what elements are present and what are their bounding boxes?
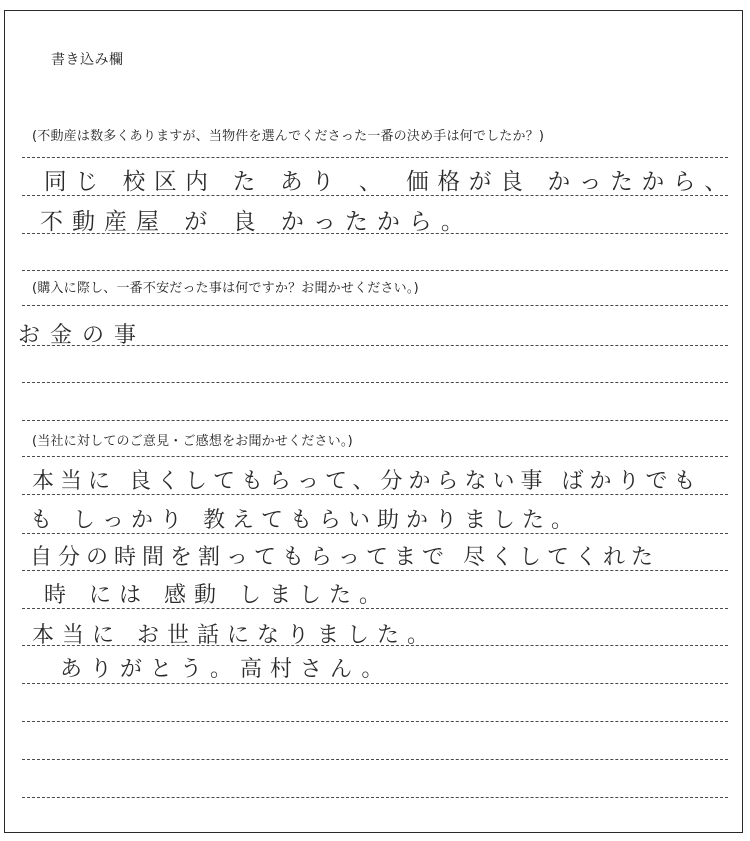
writing-line bbox=[22, 157, 728, 158]
writing-line bbox=[22, 797, 728, 798]
form-title: 書き込み欄 bbox=[51, 52, 124, 68]
answer-3-line-3: 自分の時間を割ってもらってまで 尽くしてくれた bbox=[30, 545, 659, 570]
writing-line bbox=[22, 645, 728, 646]
writing-line bbox=[22, 721, 728, 722]
writing-line bbox=[22, 270, 728, 271]
answer-1-line-1: 同じ 校区内 た あり 、 価格が良 かったから、 bbox=[44, 169, 736, 195]
answer-3-line-5: 本当に お世話になりました。 bbox=[32, 623, 437, 648]
answer-1-line-2: 不動産屋 が 良 かったから。 bbox=[40, 209, 473, 235]
answer-3-line-2: も しっかり 教えてもらい助かりました。 bbox=[30, 508, 580, 533]
writing-line bbox=[22, 195, 728, 196]
writing-line bbox=[22, 608, 728, 609]
question-1-prompt: (不動産は数多くありますが、当物件を選んでくださった一番の決め手は何でしたか？) bbox=[32, 129, 545, 144]
writing-line bbox=[22, 456, 728, 457]
writing-line bbox=[22, 683, 728, 684]
writing-line bbox=[22, 570, 728, 571]
answer-3-line-6: ありがとう。高村さん。 bbox=[60, 657, 392, 682]
answer-2-line-1: お金の事 bbox=[18, 323, 147, 348]
writing-line bbox=[22, 305, 728, 306]
writing-line bbox=[22, 494, 728, 495]
question-2-prompt: (購入に際し、一番不安だった事は何ですか？お聞かせください。) bbox=[32, 281, 419, 296]
answer-3-line-1: 本当に 良くしてもらって、分からない事 ばかりでも bbox=[32, 469, 702, 494]
question-3-prompt: (当社に対してのご意見・ご感想をお聞かせください。) bbox=[32, 434, 353, 449]
writing-line bbox=[22, 345, 728, 346]
writing-line bbox=[22, 759, 728, 760]
writing-line bbox=[22, 420, 728, 421]
writing-line bbox=[22, 233, 728, 234]
answer-3-line-4: 時 には 感動 しました。 bbox=[44, 583, 389, 608]
writing-line bbox=[22, 382, 728, 383]
writing-line bbox=[22, 533, 728, 534]
